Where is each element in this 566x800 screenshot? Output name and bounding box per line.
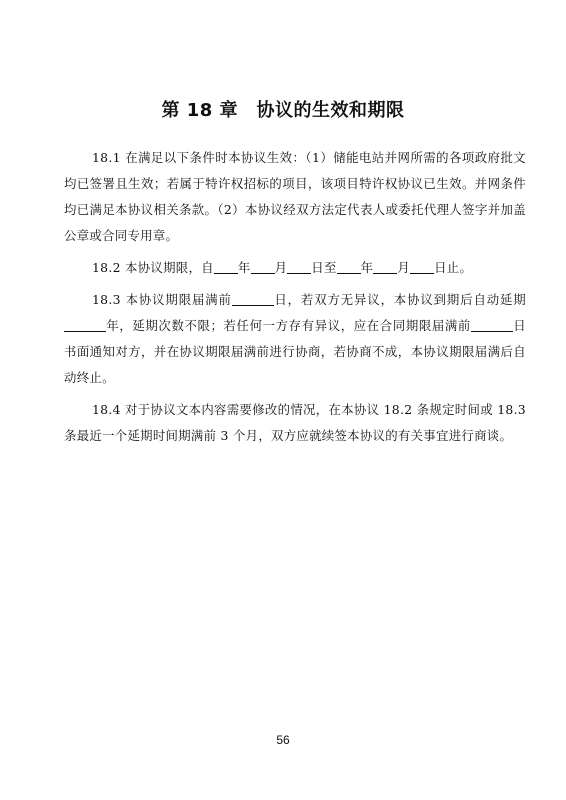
document-body [64,145,526,455]
start-day-blank [287,259,311,274]
end-month-blank [373,259,397,274]
clause-18-2-text: 日至 [311,260,337,275]
clause-18-2-text: 18.2 本协议期限，自 [92,260,214,275]
page-number: 56 [276,733,290,747]
clause-18-2 [64,255,526,281]
end-year-blank [337,259,361,274]
start-year-blank [214,259,238,274]
end-day-blank [410,259,434,274]
clause-18-3-text: 年，延期次数不限；若任何一方存有异议，应在合同期限届满前 [106,318,471,333]
chapter-title: 第 18 章 协议的生效和期限 [161,100,405,121]
clause-18-3 [64,287,526,391]
clause-18-4: 18.4 对于协议文本内容需要修改的情况，在本协议 18.2 条规定时间或 18.3 条最近一个延期时间期满前 3 个月，双方应就续签本协议的有关事宜进行商谈。 [64,402,526,443]
clause-18-2-text: 年 [237,260,251,275]
clause-18-2-text: 月 [274,260,288,275]
clause-18-2-text: 年 [360,260,374,275]
clause-18-3-text: 18.3 本协议期限届满前 [92,292,232,307]
clause-18-2-text: 日止。 [434,260,473,275]
start-month-blank [251,259,275,274]
extension-years-blank [64,317,106,332]
clause-18-3-text: 日书面通知对方，并在协议期限届满前进行协商，若协商不成，本协议期限届满后自动终止。 [64,318,526,385]
clause-18-2-text: 月 [397,260,411,275]
clause-18-3-text: 日，若双方无异议，本协议到期后自动延期 [273,292,526,307]
clause-18-1: 18.1 在满足以下条件时本协议生效：（1）储能电站并网所需的各项政府批文均已签署且生效；若属于特许权招标的项目，该项目特许权协议已生效。并网条件均已满足本协议相关条款。（2）本协议经双方法定代表人或委托代理人签字并加盖公章或合同专用章。 [64,150,526,243]
notice-days-blank [232,291,274,306]
written-notice-days-blank [471,317,513,332]
